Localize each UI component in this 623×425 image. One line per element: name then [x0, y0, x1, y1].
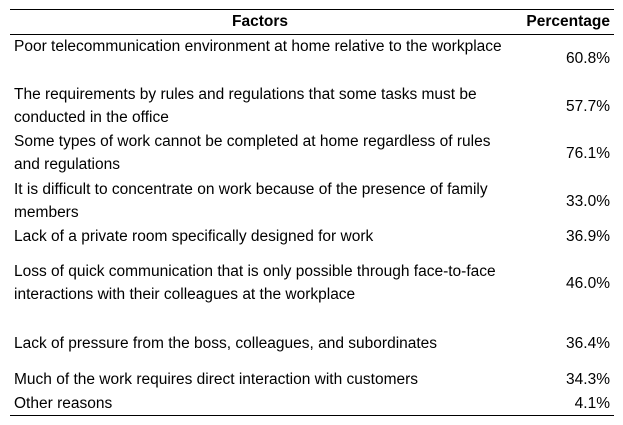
table-row — [10, 130, 614, 178]
factor-cell: Lack of pressure from the boss, colleagues, and subordinates — [14, 335, 438, 352]
percentage-cell: 60.8% — [566, 50, 610, 67]
factor-cell: Poor telecommunication environment at home relative to the workplace — [14, 38, 502, 55]
factor-cell: It is difficult to concentrate on work because of the presence of family members — [14, 181, 488, 221]
percentage-cell: 57.7% — [566, 98, 610, 115]
header-percentage: Percentage — [526, 13, 610, 30]
factor-cell: Much of the work requires direct interaction with customers — [14, 371, 419, 388]
percentage-cell: 36.9% — [566, 228, 610, 245]
table-row — [10, 392, 614, 416]
table-row — [10, 332, 614, 366]
factor-cell: Loss of quick communication that is only possible through face-to-face interactions with their colleagues at the workplace — [14, 263, 496, 303]
table-row — [10, 178, 614, 225]
bottom-rule — [10, 415, 614, 416]
percentage-cell: 36.4% — [566, 335, 610, 352]
table-row — [10, 260, 614, 332]
factor-cell: Other reasons — [14, 395, 113, 412]
percentage-cell: 76.1% — [566, 145, 610, 162]
table-header — [10, 9, 614, 34]
factor-cell: Lack of a private room specifically designed for work — [14, 228, 374, 245]
header-factors: Factors — [232, 13, 288, 30]
percentage-cell: 46.0% — [566, 275, 610, 292]
percentage-cell: 4.1% — [574, 395, 610, 412]
percentage-cell: 33.0% — [566, 193, 610, 210]
percentage-cell: 34.3% — [566, 371, 610, 388]
table-row — [10, 368, 614, 392]
factor-cell: Some types of work cannot be completed at home regardless of rules and regulations — [14, 133, 491, 173]
table-row — [10, 225, 614, 257]
table-row — [10, 83, 614, 130]
factor-cell: The requirements by rules and regulations that some tasks must be conducted in the office — [14, 86, 477, 126]
table-row — [10, 35, 614, 83]
